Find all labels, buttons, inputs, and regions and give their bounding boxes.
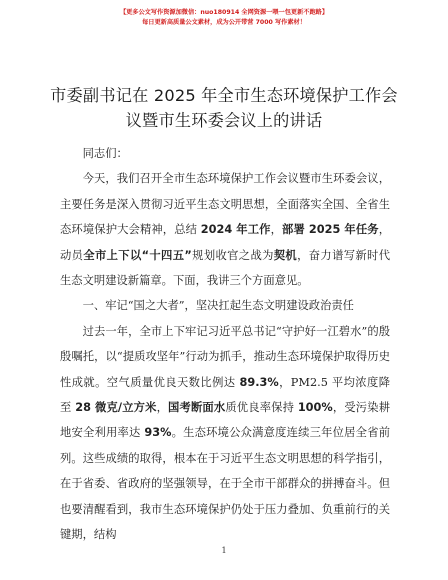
text-run: 。生态环境公众满意度连续三年位居全省前列。这些成绩的取得，根本在于习近平生态文明思想的科学指引，在于省委、省政府的坚强领导，在于全市干部群众的拼搏奋斗。但也要清醒看到，我市生态环境保护仍处于压力叠加、负重前行的关键期，结构 [60, 426, 390, 542]
bold-run: 契机 [273, 248, 298, 262]
bold-run: 89.3% [239, 375, 279, 389]
text-run: ，奋力谱写新时代生态文明建设新篇章。下面，我讲三个方面意见。 [60, 248, 390, 288]
text-run: ，受污染耕地安全利用率达 [60, 401, 390, 440]
bold-run: 全市上下以“十四五” [83, 248, 192, 262]
text-run: 过去一年，全市上下牢记习近平总书记“守护好一江碧水”的殷殷嘱托，以“提质攻坚年”行动为抓手，推动生态环境保护取得历史性成就。空气质量优良天数比例达 [60, 324, 390, 389]
paragraph-achievements [60, 319, 390, 548]
document-body [60, 141, 390, 548]
page-number: 1 [221, 546, 227, 555]
promo-banner-line-2: 每日更新高质量公文素材，成为公开带营 7000 写作素材！ [142, 19, 306, 26]
document-title [40, 83, 408, 133]
bold-run: 2024 年工作 [200, 223, 271, 237]
bold-run: 100% [297, 401, 333, 415]
promo-banner-line-1: 【更多公文写作资源加微信：nuo180914 全网资源一喂一包更新不跑路】 [119, 9, 329, 16]
text-run: ，PM2.5 平均浓度降至 [60, 375, 391, 415]
paragraph-intro [60, 166, 390, 293]
promo-banner [0, 8, 448, 28]
text-run: 规划收官之战为 [191, 248, 274, 262]
text-run: 质优良率保持 [225, 401, 298, 415]
text-run: ，动员 [60, 223, 391, 262]
text-run: ， [156, 401, 169, 415]
text-run: 今天，我们召开全市生态环境保护工作会议暨市生环委会议，主要任务是深入贯彻习近平生态文明思想，全面落实全国、全省生态环境保护大会精神，总结 [60, 172, 390, 237]
title-line-1: 市委副书记在 2025 年全市生态环境保护工作会 [50, 86, 398, 105]
bold-run: 国考断面水 [168, 401, 226, 415]
bold-run: 部署 2025 年任务 [282, 223, 379, 237]
bold-run: 93% [144, 426, 172, 440]
salutation: 同志们： [82, 147, 128, 160]
bold-run: 28 微克/立方米 [75, 401, 157, 415]
title-line-2: 议暨市生环委会议上的讲话 [125, 111, 323, 130]
text-run: ， [270, 223, 283, 237]
section-heading-1: 一、牢记“国之大者”，坚决扛起生态文明建设政治责任 [82, 299, 354, 313]
